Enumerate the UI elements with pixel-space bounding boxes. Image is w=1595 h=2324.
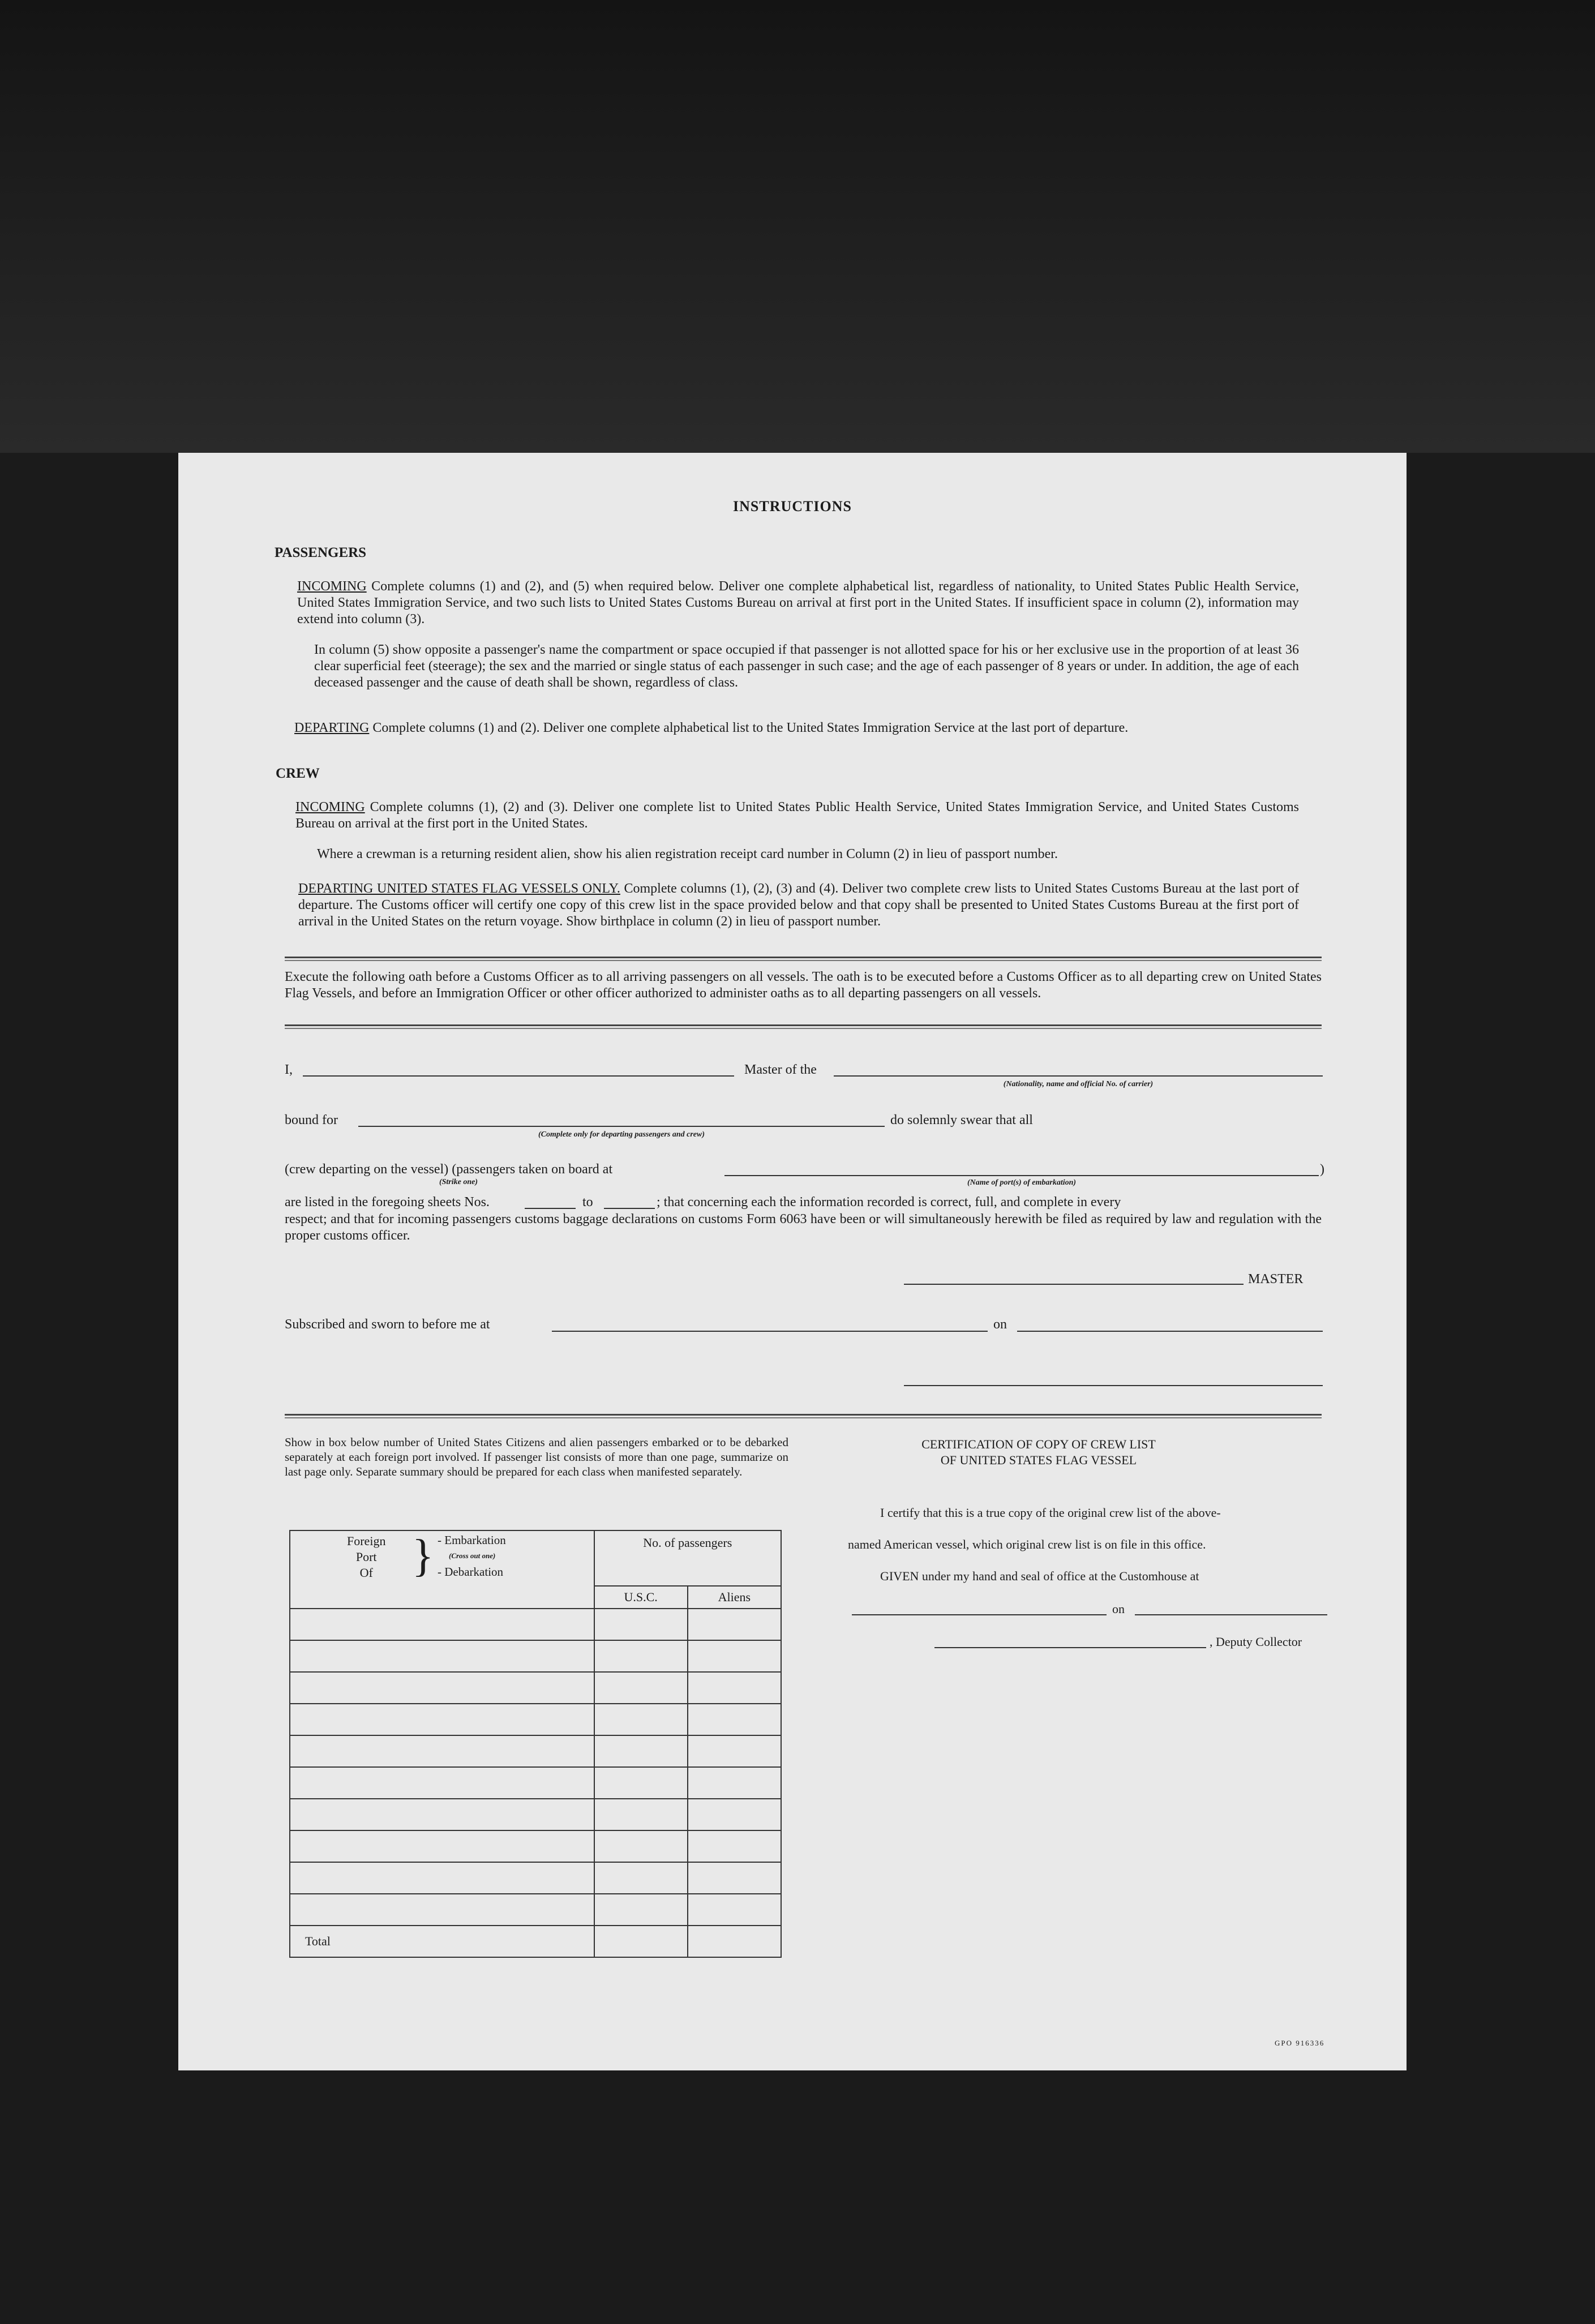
table-row (290, 1767, 781, 1799)
foreign-port-header (290, 1530, 594, 1609)
master-of-label: Master of the (744, 1062, 817, 1077)
of-word: Of (359, 1566, 373, 1580)
total-label: Total (290, 1926, 594, 1957)
aliens-cell[interactable] (688, 1609, 781, 1640)
usc-cell[interactable] (594, 1609, 688, 1640)
crew-departing-text: Complete columns (1), (2), (3) and (4). Deliver two complete crew lists to United States Customs Bureau at the last port of departure. The Customs officer will certify one copy of this crew list in the space provided below and that copy shall be presented to United States Customs Bureau at the first port of arrival in the United States on the return voyage. Show birthplace in column (2) in lieu of passport number. (298, 881, 1299, 929)
aliens-total-cell[interactable] (688, 1926, 781, 1957)
passengers-incoming-label: INCOMING (297, 579, 367, 594)
passengers-departing-label: DEPARTING (294, 721, 370, 735)
passenger-summary-table (289, 1530, 782, 1958)
table-row (290, 1894, 781, 1926)
deputy-signature-field[interactable] (934, 1647, 1206, 1648)
carrier-field[interactable] (834, 1075, 1323, 1077)
listed-continuation: respect; and that for incoming passengers customs baggage declarations on customs Form 6063 have been or will simultaneously herewith be filed as required by law and regulation with the proper customs officer. (285, 1212, 1322, 1243)
no-of-passengers-header: No. of passengers (594, 1530, 781, 1586)
strike-one-caption: (Strike one) (439, 1178, 478, 1186)
port-cell[interactable] (290, 1862, 594, 1894)
passengers-incoming-paragraph (297, 578, 1299, 628)
certify-line3: GIVEN under my hand and seal of office at the Customhouse at (880, 1569, 1199, 1583)
passengers-departing-text: Complete columns (1) and (2). Deliver one complete alphabetical list to the United States Immigration Service at the last port of departure. (372, 721, 1129, 735)
oath-intro: Execute the following oath before a Customs Officer as to all arriving passengers on all vessels. The oath is to be executed before a Customs Officer as to all departing crew on United States Flag Vessels, and before an Immigration Officer or other officer authorized to administer oaths as to all departing passengers on all vessels. (285, 970, 1322, 1001)
table-row (290, 1640, 781, 1672)
aliens-cell[interactable] (688, 1735, 781, 1767)
sheet-to-field[interactable] (604, 1208, 655, 1209)
page-title: INSTRUCTIONS (733, 498, 852, 514)
oath-i-label: I, (285, 1062, 293, 1077)
bound-for-label: bound for (285, 1113, 338, 1127)
sheet-from-field[interactable] (525, 1208, 576, 1209)
bound-for-field[interactable] (358, 1126, 885, 1127)
summary-instructions: Show in box below number of United States Citizens and alien passengers embarked or to be debarked separately at each foreign port involved. If passenger list consists of more than one page, summarize on last page only. Separate summary should be prepared for each class when manifested separately. (285, 1435, 788, 1478)
crew-passengers-line: (crew departing on the vessel) (passengers taken on board at (285, 1162, 613, 1177)
embarkation-label: - Embarkation (438, 1533, 506, 1547)
crew-incoming-text: Complete columns (1), (2) and (3). Deliver one complete list to United States Public Health Service, United States Immigration Service, and United States Customs Bureau on arrival at the first port in the United States. (295, 800, 1299, 831)
port-cell[interactable] (290, 1609, 594, 1640)
customhouse-field[interactable] (852, 1614, 1107, 1615)
crew-departing-paragraph (298, 881, 1299, 930)
passengers-heading: PASSENGERS (275, 545, 367, 560)
nationality-caption: (Nationality, name and official No. of carrier) (1003, 1080, 1154, 1088)
subscribed-on-label: on (993, 1317, 1007, 1332)
listed-post-text: ; that concerning each the information recorded is correct, full, and complete in every (657, 1195, 1121, 1210)
aliens-header: Aliens (688, 1586, 781, 1609)
aliens-cell[interactable] (688, 1894, 781, 1926)
usc-cell[interactable] (594, 1672, 688, 1704)
port-cell[interactable] (290, 1640, 594, 1672)
usc-cell[interactable] (594, 1830, 688, 1862)
master-label: MASTER (1248, 1272, 1304, 1287)
crew-resident-paragraph: Where a crewman is a returning resident alien, show his alien registration receipt card number in Column (2) in lieu of passport number. (317, 847, 1058, 861)
certify-line1: I certify that this is a true copy of the original crew list of the above- (880, 1506, 1221, 1520)
brace-icon: } (412, 1531, 434, 1581)
certify-date-field[interactable] (1135, 1614, 1327, 1615)
passengers-incoming-text: Complete columns (1) and (2), and (5) when required below. Deliver one complete alphabetical list, regardless of nationality, to United States Public Health Service, United States Immigration Service, and two such lists to United States Customs Bureau on arrival at first port in the United States. If insufficient space in column (2), information may extend into column (3). (297, 579, 1300, 627)
table-row (290, 1799, 781, 1830)
port-word: Port (355, 1550, 377, 1564)
table-row (290, 1609, 781, 1640)
port-cell[interactable] (290, 1672, 594, 1704)
form-page (178, 453, 1407, 2070)
section-divider (285, 957, 1322, 961)
table-row (290, 1862, 781, 1894)
usc-cell[interactable] (594, 1704, 688, 1735)
usc-cell[interactable] (594, 1735, 688, 1767)
aliens-cell[interactable] (688, 1672, 781, 1704)
port-cell[interactable] (290, 1735, 594, 1767)
subscribed-label: Subscribed and sworn to before me at (285, 1317, 490, 1332)
subscribed-date-field[interactable] (1017, 1331, 1323, 1332)
aliens-cell[interactable] (688, 1704, 781, 1735)
usc-cell[interactable] (594, 1862, 688, 1894)
port-cell[interactable] (290, 1799, 594, 1830)
crew-heading: CREW (276, 766, 320, 781)
certify-line2: named American vessel, which original crew list is on file in this office. (848, 1537, 1206, 1551)
column5-paragraph: In column (5) show opposite a passenger's name the compartment or space occupied if that passenger is not allotted space for his or her exclusive use in the proportion of at least 36 clear superficial feet (steerage); the sex and the married or single status of each passenger in such case; and the age of each passenger of 8 years or under. In addition, the age of each deceased passenger and the cause of death shall be shown, regardless of class. (314, 642, 1299, 690)
master-name-field[interactable] (303, 1075, 734, 1077)
officer-signature-field[interactable] (904, 1385, 1323, 1386)
master-signature-field[interactable] (904, 1284, 1244, 1285)
swear-label: do solemnly swear that all (890, 1113, 1033, 1127)
close-paren: ) (1320, 1162, 1324, 1177)
certification-title-line1: CERTIFICATION OF COPY OF CREW LIST (921, 1437, 1156, 1451)
crew-incoming-paragraph (295, 799, 1299, 832)
foreign-word: Foreign (347, 1534, 386, 1548)
port-cell[interactable] (290, 1830, 594, 1862)
table-row (290, 1735, 781, 1767)
listed-sheets-text: are listed in the foregoing sheets Nos. (285, 1195, 490, 1210)
certify-on-label: on (1112, 1602, 1125, 1616)
section-divider (285, 1414, 1322, 1418)
port-cell[interactable] (290, 1767, 594, 1799)
usc-total-cell[interactable] (594, 1926, 688, 1957)
bound-for-caption: (Complete only for departing passengers and crew) (538, 1130, 705, 1139)
crew-departing-label: DEPARTING UNITED STATES FLAG VESSELS ONLY. (298, 881, 620, 896)
cross-out-label: (Cross out one) (449, 1551, 496, 1560)
certification-title-line2: OF UNITED STATES FLAG VESSEL (940, 1453, 1137, 1467)
deputy-collector-label: , Deputy Collector (1210, 1635, 1302, 1649)
crew-incoming-label: INCOMING (295, 800, 365, 814)
aliens-cell[interactable] (688, 1830, 781, 1862)
aliens-cell[interactable] (688, 1862, 781, 1894)
table-row (290, 1704, 781, 1735)
embarkation-port-field[interactable] (724, 1175, 1319, 1176)
aliens-cell[interactable] (688, 1799, 781, 1830)
to-label: to (582, 1195, 593, 1210)
passengers-departing-paragraph (294, 720, 1299, 736)
port-cell[interactable] (290, 1894, 594, 1926)
section-divider (285, 1024, 1322, 1029)
gpo-code: GPO 916336 (1275, 2039, 1325, 2047)
usc-cell[interactable] (594, 1767, 688, 1799)
scan-background (0, 0, 1595, 453)
subscribed-place-field[interactable] (552, 1331, 988, 1332)
table-row (290, 1672, 781, 1704)
usc-cell[interactable] (594, 1799, 688, 1830)
debarkation-label: - Debarkation (438, 1565, 504, 1579)
total-row (290, 1926, 781, 1957)
usc-cell[interactable] (594, 1894, 688, 1926)
certification-title (829, 1437, 1248, 1468)
usc-cell[interactable] (594, 1640, 688, 1672)
usc-header: U.S.C. (594, 1586, 688, 1609)
aliens-cell[interactable] (688, 1640, 781, 1672)
port-caption: (Name of port(s) of embarkation) (967, 1178, 1077, 1187)
port-cell[interactable] (290, 1704, 594, 1735)
table-row (290, 1830, 781, 1862)
aliens-cell[interactable] (688, 1767, 781, 1799)
